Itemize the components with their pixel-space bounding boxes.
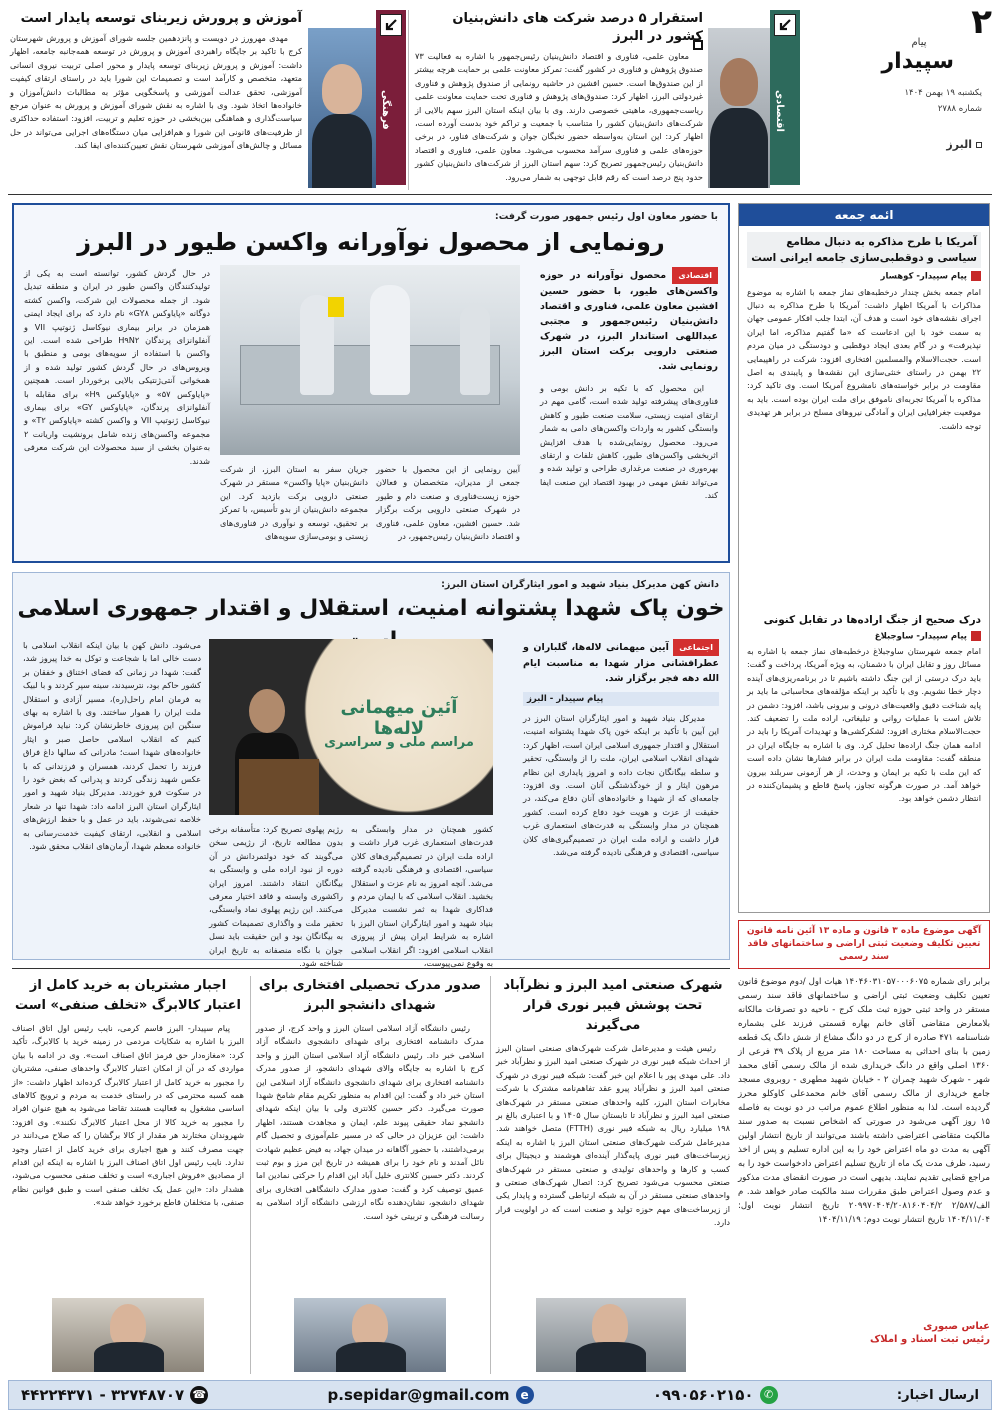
email-icon: e — [516, 1386, 534, 1404]
section-label: اقتصادی — [774, 90, 785, 132]
main-story-kicker: با حضور معاون اول رئیس جمهور صورت گرفت: — [494, 211, 718, 222]
bullet-icon — [971, 271, 981, 281]
logo-big: سپیدار — [881, 49, 954, 74]
friday-prayer-header: ائمه جمعه — [739, 204, 989, 226]
main-story-tag: اقتصادی — [672, 267, 718, 284]
bottom-story-1-photo — [536, 1298, 686, 1372]
notice-title: آگهی موضوع ماده ۳ قانون و ماده ۱۳ آئین نامه قانون تعیین تکلیف وضعیت ثبتی اراضی و ساختمانهای فاقد سند رسمی — [738, 920, 990, 969]
main-story-body-right: این محصول که با تکیه بر دانش بومی و فناوری‌های پیشرفته تولید شده است، گامی مهم در ارتقای امنیت زیستی، سلامت صنعت طیور و کاهش وابستگی کشور به واردات واکسن‌های دامی به شمار می‌رود. محصول رونمایی‌شده با هدف افزایش اثربخشی واکسن‌های طیور، کاهش تلفات و ارتقای بهره‌وری در صنعت مرغداری طراحی و تولید شده و می‌تواند نقش مهمی در بهبود اقتصاد این صنعت ایفا کند. — [540, 383, 718, 501]
photo-caption-1: آئین میهمانی لاله‌ها — [340, 697, 458, 739]
footer-landline[interactable]: ☎ ۳۲۷۴۸۷۰۷ - ۴۴۲۲۴۳۷۱ — [21, 1386, 208, 1404]
top-story-1-title: استقرار ۵ درصد شرکت های دانش‌بنیان کشور در البرز — [452, 11, 703, 44]
second-story-lead: آیین میهمانی لاله‌ها، گلباران و عطرافشانی مزار شهدا به مناسبت ایام الله دهه فجر برگزار شد. — [523, 642, 719, 684]
square-icon — [693, 40, 703, 50]
friday-item2-body: امام جمعه شهرستان ساوجبلاغ درخطبه‌های نماز جمعه با اشاره به مسائل روز و تقابل ایران با دشمنان، به ویژه آمریکا، پرداخت و گفت: باید درک درستی از این جنگ داشته باشیم تا در برنامه‌ریزی‌های آینده دچار خطا نشویم. وی با تأکید بر اینکه مؤلفه‌های محاسباتی ما باید بر پایه شناخت دقیق واقعیت‌های درونی و بیرونی باشد، افزود: دشمن در تلاش است با عملیات روانی و تبلیغاتی، اراده ملت را تضعیف کند. حجت‌الاسلام مختاری افزود: لشکرکشی‌ها و تهدیدات آمریکا را باید در ادامه همان جنگ اراده‌ها تحلیل کرد. وی با اشاره به جایگاه ایران در منطقه گفت: مقاومت ملت ایران در برابر فشارها نشان داده است که این ملت با تکیه بر ایمان و وحدت، از هر آزمونی سربلند بیرون خواهد آمد. در صورت هرگونه تجاوز، پاسخ قاطع و پشیمان‌کننده در انتظار دشمن خواهد بود. — [747, 646, 981, 804]
section-ribbon-2 — [376, 10, 406, 185]
second-story-body-right: مدیرکل بنیاد شهید و امور ایثارگران استان البرز در این آیین با تأکید بر اینکه خون پاک شهدا پشتوانه امنیت، استقلال و اقتدار جمهوری اسلامی ایران است، اظهار کرد: شهدای انقلاب اسلامی ایران، ملت را از وابستگی، تحقیر و سلطه بیگانگان نجات داده و امروز پایداری این نظام مرهون ایثار و از خودگذشتگی آنان است. وی افزود: جامعه‌ای که از شهدا و خانواده‌های آنان دفاع می‌کند، در حقیقت از عزت و هویت خود دفاع کرده است. کشور همچنان در مدار وابستگی به قدرت‌های استعماری غرب قرار داشت و اراده ملت ایران در تصمیم‌گیری‌های کلان سیاسی، اقتصادی و فرهنگی نادیده گرفته می‌شد. — [523, 713, 719, 858]
second-story-kicker: دانش کهن مدیرکل بنیاد شهید و امور ایثارگران استان البرز: — [441, 579, 719, 590]
top-story-2-body: مهدی مهرورز در دویست و پانزدهمین جلسه شورای آموزش و پرورش شهرستان کرج با تاکید بر جایگاه راهبردی آموزش و پرورش در توسعه همه‌جانبه جامعه، اظهار داشت: آموزش و پرورش زیربنای توسعه پایدار و محور اصلی تربیت نیروی انسانی متعهد، متخصص و کارآمد است و تصمیمات این شورا باید در راستای ارتقای کیفیت آموزشی، تحقق عدالت آموزشی و پاسخگویی مؤثر به مطالبات دانش‌آموزان و خانواده‌ها اتخاذ شود. وی با اشاره به نقش شورای آموزش و پرورش به عنوان مرجع سیاست‌گذاری و هماهنگی بین‌بخشی در حوزه تعلیم و تربیت، افزود: استفاده حداکثری از ظرفیت‌های قانونی این شورا و هم‌افزایی میان دستگاه‌های اجرایی می‌تواند در حل مسائل و چالش‌های آموزشی شهرستان نقش تعیین‌کننده‌ای ایفا کند. — [10, 33, 302, 151]
bottom-story-2-photo — [294, 1298, 446, 1372]
main-story-box — [12, 203, 730, 563]
legal-notice — [738, 920, 990, 1365]
friday-item2-byline: پیام سپیدار- ساوجبلاغ — [747, 631, 981, 642]
top-story-1 — [415, 10, 703, 190]
bottom-story-1-body: رئیس هیئت و مدیرعامل شرکت شهرک‌های صنعتی استان البرز از احداث شبکه فیبر نوری در شهرک صنعتی امید البرز و نظرآباد خبر داد. علی مهدی پور با اعلام این خبر گفت: شبکه فیبر نوری در شهرک صنعتی امید البرز و نظرآباد پیرو عقد تفاهم‌نامه مشترک با شرکت مخابرات استان البرز، کلیه واحدهای صنعتی مستقر در شهرک‌های صنعتی امید البرز و نظرآباد تا تابستان سال ۱۴۰۵ و با اعتباری بالغ بر ۱۹۸ میلیارد ریال به شبکه فیبر نوری (FTTH) متصل خواهند شد. مدیرعامل شرکت شهرک‌های صنعتی استان البرز با اشاره به اینکه زیرساخت‌های فیبر نوری پایه‌گذار آینده‌ای هوشمند و دیجیتال برای کسب و کارها و واحدهای تولیدی و صنعتی مستقر در شهرک‌های صنعتی محسوب می‌شود تصریح کرد: اتصال شهرک‌های صنعتی و واحدهای صنعتی مستقر در آن به شبکه ارتباطی گسترده و پایدار یکی از زیرساخت‌های مهم حوزه تولید و صنعت است که در اولویت قرار دارد. — [496, 1043, 731, 1228]
main-story-lead: محصول نوآورانه در حوزه واکسن‌های طیور، با حضور حسین افشین معاون علمی، فناوری و اقتصاد دانش‌بنیان رئیس‌جمهور و مجتبی عبداللهی استاندار البرز، در شهرک صنعتی دارویی برکت استان البرز رونمایی شد. — [540, 270, 718, 372]
notice-signer-name: عباس صبوری — [923, 1321, 990, 1332]
top-story-1-body: معاون علمی، فناوری و اقتصاد دانش‌بنیان رئیس‌جمهور با اشاره به فعالیت ۷۳ صندوق پژوهش و فناوری در کشور گفت: تمرکز معاونت علمی بر حمایت هرچه بیشتر از این صندوق‌ها است. حسین افشین در حاشیه رونمایی از صندوق پژوهش و فناوری غیردولتی البرز، اظهار کرد: صندوق‌های پژوهش و فناوری تحت حمایت معاونت علمی ریاست‌جمهوری، ماهیتی خصوصی دارند. وی با بیان اینکه استان البرز سهم بالایی از شرکت‌های دانش‌بنیان کشور را متناسب با جمعیت و تراکم خود بدست آورده است، اظهار کرد: این استان به‌واسطه حضور نخبگان جوان و شرکت‌های فناور، در برخی حوزه‌های علمی و فناوری سرآمد محسوب می‌شود. معاون علمی، فناوری و اقتصاد دانش‌بنیان رئیس‌جمهور تصریح کرد: سهم استان البرز از شرکت‌های دانش‌بنیان کشور حدود پنج درصد است که رقم قابل توجهی به شمار می‌رود. — [415, 51, 703, 182]
bottom-story-1 — [496, 976, 730, 1374]
friday-prayer-box — [738, 203, 990, 913]
whatsapp-icon: ✆ — [760, 1386, 778, 1404]
bottom-story-3-body: پیام سپیدار- البرز قاسم کرمی، نایب رئیس اول اتاق اصناف البرز با اشاره به شکایات مردمی در زمینه خرید با کالابرگ، تأکید کرد: «مغازه‌دار حق فرمز اتاق اصناف است». وی در ادامه با بیان مواردی که در آن از امکان اعتبار کالابرگ واحدهای صنفی، مشتریان را مجبور به خرید کامل از اعتبار کالابرگ کرده‌اند اظهار داشت: «از همه کسبه محترمی که در راستای خدمت به مردم و ترویج کالاهای اساسی مشغول به فعالیت هستند تقاضا می‌شود به هیچ عنوان افراد را مجبور به خرید کالا از محل اعتبار کالابرگ نکنند». وی افزود: شهروندان مختارند هر مقدار از کالا برگشان را که صلاح می‌دانند در جهت مصرف کنند و هیچ اجباری برای خرید کامل از اعتبار وجود ندارد. نایب رئیس اول اتاق اصناف البرز با اشاره به اینکه این اقدام از مصادیق «فروش اجباری» است و تخلف صنفی محسوب می‌شود، هشدار داد: «این عمل یک تخلف صنفی است و طبق قوانین نظام صنفی، با متخلفان قاطع برخورد خواهد شد». — [12, 1023, 244, 1208]
friday-item1-body: امام جمعه بخش چندار درخطبه‌های نماز جمعه با اشاره به موضوع مذاکرات با آمریکا اظهار داشت: آمریکا با طرح مذاکره به دنبال اجرای نقشه‌های خود است و هدف آن، ابتدا جلب افکار عمومی جهان به سمت خود با این ادعاست که «ما گفتیم مذاکره، اما ایران نپذیرفت» و در گام بعدی ایجاد دوقطبی و دودستگی در میان مردم است. حجت‌الاسلام والمسلمین افتخاری افزود: شرکت در راهپیمایی ۲۲ بهمن در راستای خنثی‌سازی این نقشه‌ها و پایبندی به اصل مقاومت در برابر خواسته‌های نامشروع آمریکا است. وی تاکید کرد: مذاکره با آمریکا تجربه‌ای ناموفق برای ملت ایران بوده است. باید به موقعیت جغرافیایی ایران و آمادگی نیروهای مسلح در برابر هر تهدیدی توجه داشت. — [747, 286, 981, 431]
ceremony-photo — [209, 639, 493, 815]
masthead-strip — [0, 0, 1000, 195]
footer-label: ارسال اخبار: — [896, 1387, 979, 1403]
second-story-col-right — [523, 639, 719, 951]
main-story-col-right — [540, 267, 718, 557]
logo — [881, 30, 954, 74]
main-story-body-left-a: جریان سفر به استان البرز، از شرکت دانش‌بنیان «پایا واکسن» مستقر در شهرک صنعتی دارویی برکت بازدید کرد. این مجموعه دانش‌بنیان از بدو تأسیس، با تمرکز بر تحقیق، توسعه و نوآوری در فناوری‌های زیستی و بومی‌سازی سویه‌های — [220, 464, 368, 542]
bottom-story-2 — [256, 976, 484, 1374]
second-story-body-far-left: می‌شود. دانش کهن با بیان اینکه انقلاب اسلامی با دست خالی اما با شجاعت و توکل به خدا پیروز شد، گفت: شهدا در زمانی که فضای اختناق و خفقان بر کشور حاکم بود، نترسیدند، سینه سپر کردند و با لبیک به فرمان امام راحل(ره)، مسیر آزادی و استقلال ملت ایران را هموار ساختند. وی با اشاره به بهای سنگین این پیروزی خاطرنشان کرد: نباید فراموش کنیم که انقلاب اسلامی حاصل صبر و ایثار خانواده‌های شهدا است؛ مادرانی که سالها داغ فراق فرزند را تحمل کردند، همسران و فرزندانی که با عکس شهید زندگی کردند و پدرانی که بغض خود را در سکوت فرو خوردند. مدیرکل بنیاد شهید و امور ایثارگران استان البرز ادامه داد: شهدا تنها در شعار خلاصه نمی‌شوند، باید در عمل و با حفظ ارزش‌های اسلامی و انقلابی، ارتقای کیفیت خدمت‌رسانی به خانواده معظم شهدا، آرمان‌های انقلاب محقق شود. — [23, 640, 201, 852]
notice-body: برابر رای شماره ۱۴۰۴۶۰۳۱۰۵۷۰۰۰۶۰۷۵ هیات اول /دوم موضوع قانون تعیین تکلیف وضعیت ثبتی اراضی و ساختمانهای فاقد سند رسمی مستقر در واحد ثبتی حوزه ثبت ملک کرج - ناحیه دو تصرفات مالکانه بلامعارض متقاضی آقای خانم بهاره قسمتی فرزند علی بشماره شناسنامه ۴۷۱ صادره از کرج در دو دانگ مشاع از شش دانگ یک قطعه زمین با بنای احداثی به مساحت ۱۸۰ متر مربع از پلاک ۳۹ فرعی از ۱۳۶۰ اصلی واقع در دانگ خریداری شده از مالک رسمی آقای محمد شهر - شهرک شهید چمران ۲ - خیابان شهید مطهری - روبروی مسجد جامع خریداری از مالک رسمی آقای خانم محمدعلی کاوکلو محرز گردیده است. لذا به منظور اطلاع عموم مراتب در دو نوبت به فاصله ۱۵ روز آگهی می‌شود در صورتی که اشخاص نسبت به صدور سند مالکیت متقاضی اعتراضی داشته باشند می‌توانند از تاریخ انتشار اولین آگهی به مدت دو ماه اعتراض خود را به این اداره تسلیم و پس از اخذ رسید، ظرف مدت یک ماه از تاریخ تسلیم اعتراض دادخواست خود را به مراجع قضایی تقدیم نمایند. بدیهی است در صورت انقضای مدت مذکور و عدم وصول اعتراض طبق مقررات سند مالکیت صادر خواهد شد. م الف/۲/۵۸۷ ۲۰۹۹۷۰۴۰۴/۲۰۸۱۶۰۴۰۴/۲ تاریخ انتشار نوبت اول: ۱۴۰۴/۱۱/۰۴ تاریخ انتشار نوبت دوم: ۱۴۰۴/۱۱/۱۹ — [738, 977, 991, 1225]
notice-signer-title: رئیس ثبت اسناد و املاک — [870, 1334, 990, 1345]
bottom-story-3-title: اجبار مشتریان به خرید کامل از اعتبار کالابرگ «تخلف صنفی» است — [14, 978, 242, 1013]
masthead — [881, 2, 992, 188]
phone-icon: ☎ — [190, 1386, 208, 1404]
friday-item1-byline: پیام سپیدار- کوهسار — [747, 271, 981, 282]
footer-bar — [8, 1380, 992, 1410]
second-story-byline: پیام سپیدار - البرز — [523, 692, 719, 706]
bottom-story-3 — [12, 976, 244, 1374]
second-story-body-middle: کشور همچنان در مدار وابستگی به قدرت‌های استعماری غرب قرار داشت و اراده ملت ایران در تصمیم‌گیری‌های کلان سیاسی، اقتصادی و فرهنگی نادیده گرفته می‌شد. آنچه امروز به نام عزت و استقلال بخشید. انقلاب اسلامی که با ایمان مردم و فداکاری شهدا به ثمر نشست مدیرکل بنیاد شهید و امور ایثارگران استان البرز با اشاره به شرایط ایران پیش از پیروزی انقلاب اسلامی افزود: اگر انقلاب اسلامی به وقوع نمی‌پیوست، — [351, 824, 493, 969]
second-story-box — [12, 572, 730, 969]
logo-small: پیام — [911, 37, 927, 48]
top-story-2-title: آموزش و پرورش زیربنای توسعه پایدار است — [20, 11, 302, 26]
second-story-title: خون پاک شهدا پشتوانه امنیت، استقلال و اقتدار جمهوری اسلامی — [17, 596, 725, 621]
issue-date: یکشنبه ۱۹ بهمن ۱۴۰۴ — [904, 88, 982, 98]
region-label: البرز — [946, 138, 982, 151]
friday-item2-title: درک صحیح از جنگ اراده‌ها در تقابل کنونی — [763, 613, 981, 626]
circle-icon — [976, 142, 982, 148]
section-ribbon — [770, 10, 800, 185]
second-story-tag: اجتماعی — [673, 639, 719, 656]
second-story-body-left: رژیم پهلوی تصریح کرد: متأسفانه برخی بدون مطالعه تاریخ، از رژیمی سخن می‌گویند که خود دولتمردانش در آن دوره از نبود اراده ملی و وابستگی به بیگانگان انتقاد داشتند. امروز ایران راکشوری وابسته و فاقد اختیار معرفی می‌کنند. این رژیم پهلوی نماد وابستگی، تحقیر ملت و واگذاری تصمیمات کشور به بیگانگان بود و این حقیقت باید نسل جوان با نگاه منصفانه به تاریخ ایران شناخته شود. — [209, 824, 343, 969]
bottom-story-2-title: صدور مدرک تحصیلی افتخاری برای شهدای دانشجو البرز — [258, 978, 482, 1013]
lab-photo — [220, 265, 520, 455]
bullet-icon — [971, 631, 981, 641]
bottom-story-1-title: شهرک صنعتی امید البرز و نظرآباد تحت پوشش فیبر نوری قرار می‌گیرند — [503, 978, 723, 1033]
footer-email[interactable]: e p.sepidar@gmail.com — [328, 1386, 534, 1404]
arrow-down-left-icon — [774, 14, 796, 36]
main-story-title: رونمایی از محصول نوآورانه واکسن طیور در البرز — [77, 228, 665, 256]
page-number: ۲ — [971, 2, 992, 42]
bottom-story-2-body: رئیس دانشگاه آزاد اسلامی استان البرز و واحد کرج، از صدور مدرک دانشنامه افتخاری برای شهدای دانشجوی دانشگاه آزاد اسلامی خبر داد. رئیس دانشگاه آزاد اسلامی استان البرز و واحد کرج با اشاره به جایگاه والای شهدای دانشجو، از صدور مدرک دانشنامه افتخاری برای شهدای دانشجوی دانشگاه آزاد اسلامی این استان خبر داد و گفت: این اقدام به منظور تکریم مقام شامخ شهدا صورت می‌گیرد. دکتر حسین کلانتری ولی با بیان اینکه شهدای دانشجو نماد حقیقی پیوند علم، ایمان و مجاهدت هستند، اظهار داشت: این عزیزان در حالی که در مسیر علم‌آموزی و تحصیل گام برمی‌داشتند، با حضور آگاهانه در میدان جهاد، به فیض عظیم شهادت نائل آمدند و نام خود را برای همیشه در تاریخ این مرز و بوم ثبت کردند. دکتر حسین کلانتری خلیل آباد این اقدام را حرکتی نمادین اما عمیق توصیف کرد و گفت: صدور مدارک دانشگاهی افتخاری برای شهدای دانشجو، نشان‌دهنده نگاه ارزشی دانشگاه آزاد اسلامی به رسالت فرهنگی و تربیتی خود است. — [256, 1023, 484, 1221]
arrow-down-left-icon — [380, 14, 402, 36]
issue-number: شماره ۲۷۸۸ — [937, 104, 982, 114]
bottom-story-3-photo — [52, 1298, 204, 1372]
footer-phone[interactable]: ✆ ۰۹۹۰۵۶۰۲۱۵۰ — [653, 1386, 778, 1404]
top-story-2 — [10, 10, 302, 190]
section-label-2: فرهنگی — [380, 90, 391, 130]
portrait-photo-2 — [308, 28, 376, 188]
main-story-body-far-left: در حال گردش کشور، توانسته است به یکی از تولیدکنندگان واکسن طیور در ایران و منطقه تبدیل شود. از جمله محصولات این شرکت، واکسن کشته دوگانه «پایاوکس GY۸» نام دارد که برای ایجاد ایمنی همزمان در برابر بیماری نیوکاسل ژنوتیپ VII و آنفلوانزای پرندگان H۹N۲ طراحی شده است. این واکسن با استفاده از سویه‌های بومی و منطبق با ویروس‌های در حال گردش کشور تولید شده و از همخوانی آنتی‌ژنتیکی بالایی برخوردار است. همچنین «پایاوکس ۵۷» و «پایاوکس H۹» برای مقابله با آنفلوانزای پرندگان، «پایاوکس GY» برای بیماری نیوکاسل ژنوتیپ VII و واکسن کشته «پایاوکس T۲» و مجموعه واکسن‌های زنده شامل برونشیت واریانت ۲ به‌عنوان بخشی از سبد محصولات این شرکت معرفی شدند. — [24, 268, 211, 466]
photo-caption-2: مراسم ملی و سراسری — [324, 735, 474, 750]
friday-item1-title: آمریکا با طرح مذاکره به دنبال مطامع سیاسی و دوقطبی‌سازی جامعه ایرانی است — [747, 232, 981, 268]
main-story-body-middle: آیین رونمایی از این محصول با حضور جمعی از مدیران، متخصصان و فعالان حوزه زیست‌فناوری و صنعت دام و طیور در شهرک صنعتی دارویی برکت برگزار شد. حسین افشین، معاون علمی، فناوری و اقتصاد دانش‌بنیان رئیس‌جمهور، در — [376, 464, 520, 542]
portrait-photo-1 — [708, 28, 770, 188]
